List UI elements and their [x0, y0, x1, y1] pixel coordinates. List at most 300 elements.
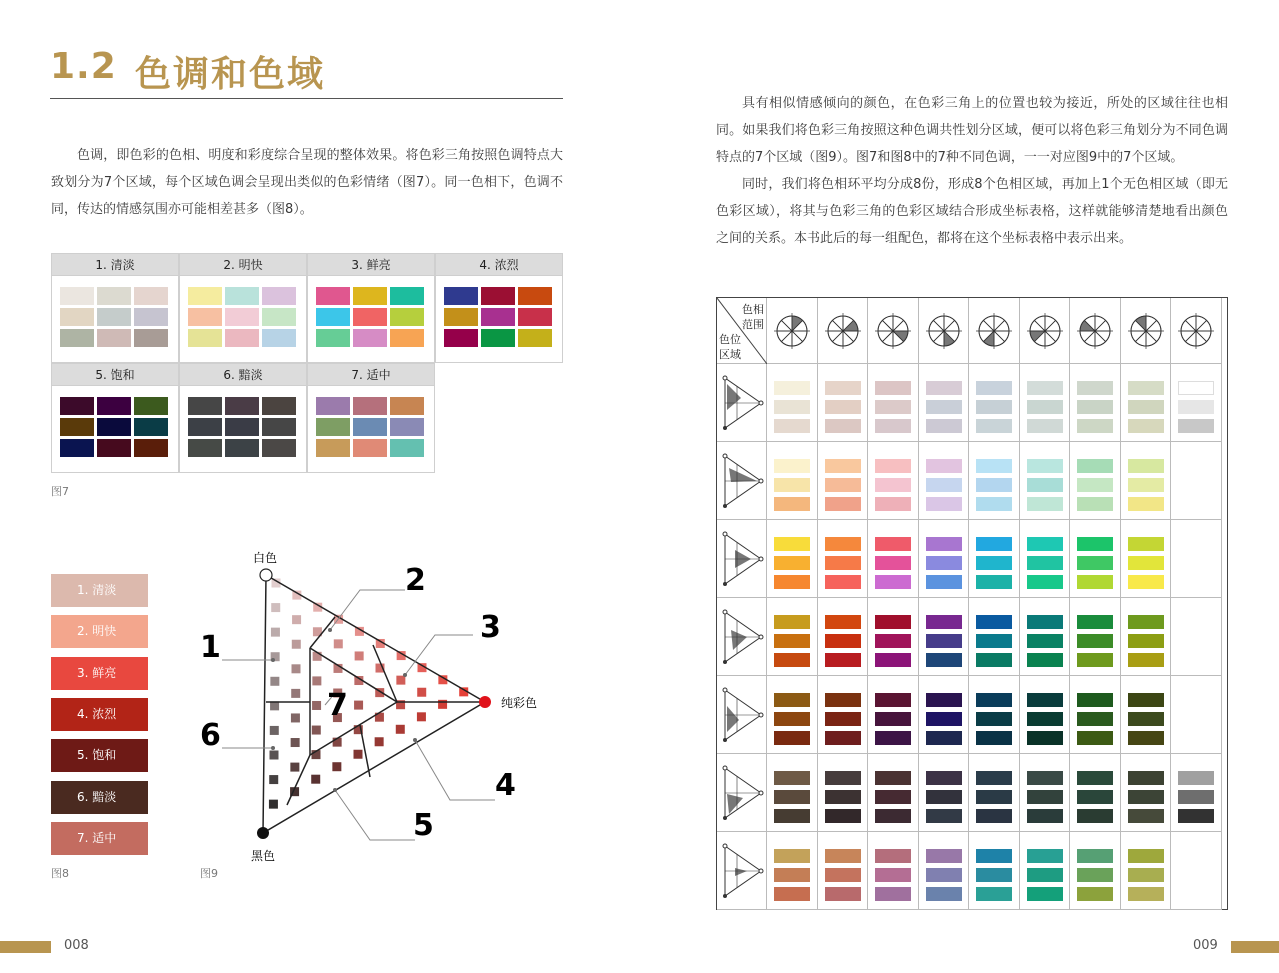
table-cell [1020, 364, 1071, 442]
table-cell [1171, 364, 1222, 442]
triangle-swatch [312, 701, 321, 710]
color-swatch [825, 634, 861, 648]
color-swatch [1128, 497, 1164, 511]
color-swatch [875, 731, 911, 745]
table-cell [868, 598, 919, 676]
table-cell [1171, 754, 1222, 832]
color-swatch [60, 439, 94, 457]
color-swatch [518, 287, 552, 305]
table-cell [1121, 754, 1172, 832]
color-swatch [1077, 419, 1113, 433]
color-swatch [926, 653, 962, 667]
color-swatch [262, 418, 296, 436]
color-swatch [444, 308, 478, 326]
color-swatch [1027, 459, 1063, 473]
table-cell [1070, 364, 1121, 442]
color-swatch [1128, 615, 1164, 629]
fig7-cell [179, 253, 307, 363]
color-swatch [188, 439, 222, 457]
color-swatch [875, 790, 911, 804]
triangle-swatch [291, 713, 300, 722]
region-number-5: 5 [413, 808, 434, 843]
white-label: 白色 [253, 551, 278, 565]
color-swatch [926, 459, 962, 473]
color-swatch [926, 868, 962, 882]
pure-color-label: 纯彩色 [501, 696, 538, 710]
color-swatch [1178, 771, 1214, 785]
color-swatch [97, 329, 131, 347]
triangle-swatch [312, 676, 321, 685]
region-triangle-header [717, 676, 767, 754]
color-swatch [926, 615, 962, 629]
triangle-swatch [332, 762, 341, 771]
color-swatch [188, 397, 222, 415]
page-number-left: 008 [64, 938, 89, 953]
color-swatch [1128, 809, 1164, 823]
black-node [257, 827, 269, 839]
color-swatch [225, 287, 259, 305]
color-swatch [60, 287, 94, 305]
hue-wheel-header [1020, 298, 1071, 364]
table-cell [919, 520, 970, 598]
color-swatch [225, 308, 259, 326]
triangle-swatch [292, 615, 301, 624]
color-swatch [518, 308, 552, 326]
color-swatch [976, 693, 1012, 707]
color-swatch [262, 439, 296, 457]
color-swatch [1128, 868, 1164, 882]
triangle-swatch [292, 640, 301, 649]
color-swatch [60, 308, 94, 326]
table-cell [919, 598, 970, 676]
color-swatch [1077, 478, 1113, 492]
color-swatch [262, 397, 296, 415]
color-swatch [97, 439, 131, 457]
color-swatch [1077, 771, 1113, 785]
color-swatch [1027, 556, 1063, 570]
color-swatch [1128, 790, 1164, 804]
triangle-swatch [271, 628, 280, 637]
fig7-cell [51, 253, 179, 363]
color-swatch [976, 731, 1012, 745]
triangle-swatch [270, 751, 279, 760]
color-swatch [1077, 653, 1113, 667]
color-swatch [316, 418, 350, 436]
color-swatch [1128, 693, 1164, 707]
color-swatch [875, 400, 911, 414]
table-cell [818, 832, 869, 910]
color-swatch [1077, 497, 1113, 511]
triangle-swatch [290, 763, 299, 772]
color-swatch [1128, 478, 1164, 492]
color-swatch [976, 478, 1012, 492]
table-cell [1020, 832, 1071, 910]
table-cell [767, 832, 818, 910]
color-swatch [1027, 809, 1063, 823]
color-swatch [1027, 868, 1063, 882]
color-swatch [976, 790, 1012, 804]
color-swatch [875, 849, 911, 863]
table-cell [1121, 520, 1172, 598]
color-swatch [926, 731, 962, 745]
color-swatch [774, 653, 810, 667]
fig7-cell [51, 363, 179, 473]
color-swatch [262, 329, 296, 347]
hue-wheel-header [868, 298, 919, 364]
fig7-cell [307, 253, 435, 363]
color-swatch [825, 419, 861, 433]
color-swatch [188, 418, 222, 436]
table-cell [1070, 754, 1121, 832]
color-swatch [481, 287, 515, 305]
color-swatch [134, 397, 168, 415]
color-swatch [825, 537, 861, 551]
color-swatch [774, 419, 810, 433]
color-swatch [926, 712, 962, 726]
color-swatch [134, 439, 168, 457]
tone-legend-item: 2. 明快 [51, 615, 148, 648]
color-swatch [316, 439, 350, 457]
header-region-label: 色位区域 [719, 333, 741, 361]
color-swatch [134, 418, 168, 436]
triangle-swatch [354, 701, 363, 710]
tone-legend-item: 6. 黯淡 [51, 781, 148, 814]
color-swatch [262, 287, 296, 305]
fig8-caption: 图8 [51, 867, 69, 880]
color-swatch [316, 287, 350, 305]
left-paragraph: 色调，即色彩的色相、明度和彩度综合呈现的整体效果。将色彩三角按照色调特点大致划分为7个区域，每个区域色调会呈现出类似的色彩情绪（图7）。同一色相下，色调不同，传达的情感氛围亦可能相差甚多（图8）。 [51, 148, 563, 217]
color-swatch [875, 693, 911, 707]
color-swatch [926, 419, 962, 433]
region-triangle-header [717, 754, 767, 832]
color-swatch [825, 790, 861, 804]
triangle-swatch [292, 664, 301, 673]
color-swatch [774, 575, 810, 589]
table-cell [1121, 364, 1172, 442]
color-swatch [774, 400, 810, 414]
tone-legend-item: 1. 清淡 [51, 574, 148, 607]
color-swatch [774, 771, 810, 785]
triangle-swatch [375, 737, 384, 746]
hue-wheel-header [1121, 298, 1172, 364]
color-swatch [926, 537, 962, 551]
color-swatch [875, 634, 911, 648]
color-swatch [390, 287, 424, 305]
color-swatch [1128, 419, 1164, 433]
color-swatch [1077, 790, 1113, 804]
triangle-swatch [312, 726, 321, 735]
region-number-1: 1 [200, 630, 221, 665]
color-swatch [976, 887, 1012, 901]
white-node [260, 569, 272, 581]
table-cell [969, 754, 1020, 832]
color-swatch [926, 693, 962, 707]
color-swatch [875, 771, 911, 785]
color-swatch [1027, 634, 1063, 648]
color-swatch [825, 887, 861, 901]
table-cell [868, 364, 919, 442]
tone-legend-item: 3. 鲜亮 [51, 657, 148, 690]
color-swatch [1077, 459, 1113, 473]
table-cell [868, 442, 919, 520]
color-swatch [1027, 653, 1063, 667]
triangle-swatch [417, 712, 426, 721]
color-swatch [1027, 478, 1063, 492]
color-swatch [1027, 771, 1063, 785]
color-swatch [976, 868, 1012, 882]
table-cell [1070, 676, 1121, 754]
color-swatch [774, 556, 810, 570]
tone-legend-item: 5. 饱和 [51, 739, 148, 772]
color-swatch [1077, 556, 1113, 570]
table-cell [1171, 598, 1222, 676]
table-cell [1070, 598, 1121, 676]
color-swatch [134, 308, 168, 326]
fig7-cell-label: 4. 浓烈 [436, 254, 562, 276]
triangle-swatch [396, 725, 405, 734]
color-swatch [976, 419, 1012, 433]
tone-legend-item: 4. 浓烈 [51, 698, 148, 731]
color-swatch [390, 418, 424, 436]
header-hue-label: 色相范围 [742, 303, 764, 331]
color-swatch [976, 615, 1012, 629]
triangle-swatch [270, 726, 279, 735]
color-swatch [774, 887, 810, 901]
region-triangle-header [717, 520, 767, 598]
color-swatch [1027, 400, 1063, 414]
table-cell [1070, 520, 1121, 598]
hue-wheel-header [1171, 298, 1222, 364]
color-swatch [1128, 381, 1164, 395]
coordinate-table [716, 297, 1228, 910]
color-swatch [1077, 887, 1113, 901]
triangle-swatch [270, 677, 279, 686]
fig9-caption: 图9 [200, 867, 218, 880]
color-swatch [225, 439, 259, 457]
table-cell [969, 364, 1020, 442]
color-swatch [774, 712, 810, 726]
table-cell [818, 520, 869, 598]
color-swatch [188, 329, 222, 347]
color-swatch [926, 478, 962, 492]
tone-legend-item: 7. 适中 [51, 822, 148, 855]
color-swatch [926, 634, 962, 648]
region-number-6: 6 [200, 718, 221, 753]
color-swatch [875, 419, 911, 433]
footer-bar-left [0, 941, 51, 953]
triangle-swatch [311, 775, 320, 784]
color-swatch [97, 287, 131, 305]
color-swatch [444, 287, 478, 305]
table-cell [767, 364, 818, 442]
color-swatch [774, 868, 810, 882]
table-cell [919, 676, 970, 754]
color-swatch [316, 397, 350, 415]
color-swatch [825, 497, 861, 511]
triangle-swatch [354, 750, 363, 759]
triangle-swatch [438, 700, 447, 709]
table-cell [767, 754, 818, 832]
table-cell [767, 442, 818, 520]
color-swatch [875, 459, 911, 473]
color-swatch [875, 887, 911, 901]
color-swatch [926, 790, 962, 804]
color-swatch [188, 287, 222, 305]
color-swatch [774, 849, 810, 863]
color-swatch [1128, 634, 1164, 648]
color-swatch [1027, 497, 1063, 511]
color-swatch [926, 849, 962, 863]
color-swatch [390, 329, 424, 347]
fig7-caption: 图7 [51, 485, 69, 498]
color-swatch [1178, 419, 1214, 433]
table-cell [1121, 598, 1172, 676]
color-swatch [976, 653, 1012, 667]
black-label: 黑色 [251, 849, 276, 863]
color-swatch [976, 459, 1012, 473]
color-swatch [875, 537, 911, 551]
table-cell [818, 442, 869, 520]
divider-line [310, 648, 397, 702]
hue-wheel-header [767, 298, 818, 364]
region-number-2: 2 [405, 563, 426, 598]
table-cell [969, 676, 1020, 754]
color-swatch [1077, 693, 1113, 707]
color-swatch [774, 381, 810, 395]
region-triangle-header [717, 364, 767, 442]
color-swatch [1027, 575, 1063, 589]
color-swatch [1027, 887, 1063, 901]
hue-wheel-header [969, 298, 1020, 364]
table-cell [868, 676, 919, 754]
color-swatch [875, 868, 911, 882]
color-swatch [774, 537, 810, 551]
color-swatch [353, 329, 387, 347]
color-swatch [825, 712, 861, 726]
color-swatch [390, 397, 424, 415]
color-swatch [1128, 400, 1164, 414]
color-swatch [1128, 887, 1164, 901]
table-cell [868, 832, 919, 910]
color-swatch [1178, 400, 1214, 414]
fig7-cell-label: 7. 适中 [308, 364, 434, 386]
color-swatch [97, 418, 131, 436]
triangle-swatch [271, 603, 280, 612]
table-corner-header [717, 298, 767, 364]
triangle-swatch [269, 775, 278, 784]
divider-line [287, 755, 310, 805]
color-swatch [926, 887, 962, 901]
color-swatch [976, 575, 1012, 589]
color-swatch [1027, 537, 1063, 551]
color-swatch [481, 329, 515, 347]
color-swatch [1178, 790, 1214, 804]
triangle-swatch [291, 738, 300, 747]
color-swatch [774, 731, 810, 745]
color-swatch [875, 497, 911, 511]
triangle-swatches [269, 579, 468, 809]
color-swatch [1077, 537, 1113, 551]
color-swatch [1077, 381, 1113, 395]
color-swatch [1128, 731, 1164, 745]
color-swatch [1027, 693, 1063, 707]
table-cell [767, 520, 818, 598]
color-swatch [825, 849, 861, 863]
color-swatch [825, 381, 861, 395]
color-swatch [60, 397, 94, 415]
region-number-7: 7 [327, 688, 348, 723]
fig9-color-triangle [195, 545, 565, 865]
color-swatch [225, 418, 259, 436]
color-swatch [976, 556, 1012, 570]
color-swatch [1128, 653, 1164, 667]
table-cell [868, 520, 919, 598]
hue-wheel-header [919, 298, 970, 364]
table-cell [1171, 520, 1222, 598]
table-cell [969, 598, 1020, 676]
color-swatch [825, 478, 861, 492]
table-cell [818, 598, 869, 676]
table-cell [919, 364, 970, 442]
color-swatch [1128, 771, 1164, 785]
color-swatch [875, 712, 911, 726]
table-cell [1070, 832, 1121, 910]
color-swatch [774, 615, 810, 629]
color-swatch [1027, 615, 1063, 629]
color-swatch [926, 809, 962, 823]
table-cell [919, 442, 970, 520]
table-cell [818, 364, 869, 442]
region-triangle-header [717, 832, 767, 910]
color-swatch [825, 400, 861, 414]
color-swatch [390, 439, 424, 457]
color-swatch [316, 308, 350, 326]
table-cell [767, 598, 818, 676]
table-cell [919, 754, 970, 832]
table-cell [1171, 832, 1222, 910]
color-swatch [1077, 400, 1113, 414]
color-swatch [774, 790, 810, 804]
table-cell [767, 676, 818, 754]
color-swatch [134, 287, 168, 305]
color-swatch [774, 634, 810, 648]
color-swatch [1128, 575, 1164, 589]
color-swatch [875, 809, 911, 823]
color-swatch [444, 329, 478, 347]
color-swatch [976, 537, 1012, 551]
color-swatch [825, 615, 861, 629]
table-cell [969, 832, 1020, 910]
hue-wheel-header [818, 298, 869, 364]
color-swatch [188, 308, 222, 326]
color-swatch [1128, 537, 1164, 551]
region-number-3: 3 [480, 610, 501, 645]
table-cell [1020, 442, 1071, 520]
color-swatch [1027, 381, 1063, 395]
color-swatch [1128, 459, 1164, 473]
fig7-cell-label: 6. 黯淡 [180, 364, 306, 386]
table-cell [818, 754, 869, 832]
table-cell [1121, 676, 1172, 754]
triangle-swatch [417, 688, 426, 697]
color-swatch [353, 439, 387, 457]
triangle-swatch [269, 800, 278, 809]
color-swatch [976, 381, 1012, 395]
pure-color-node [479, 696, 491, 708]
color-swatch [875, 556, 911, 570]
table-cell [969, 442, 1020, 520]
color-swatch [1128, 849, 1164, 863]
